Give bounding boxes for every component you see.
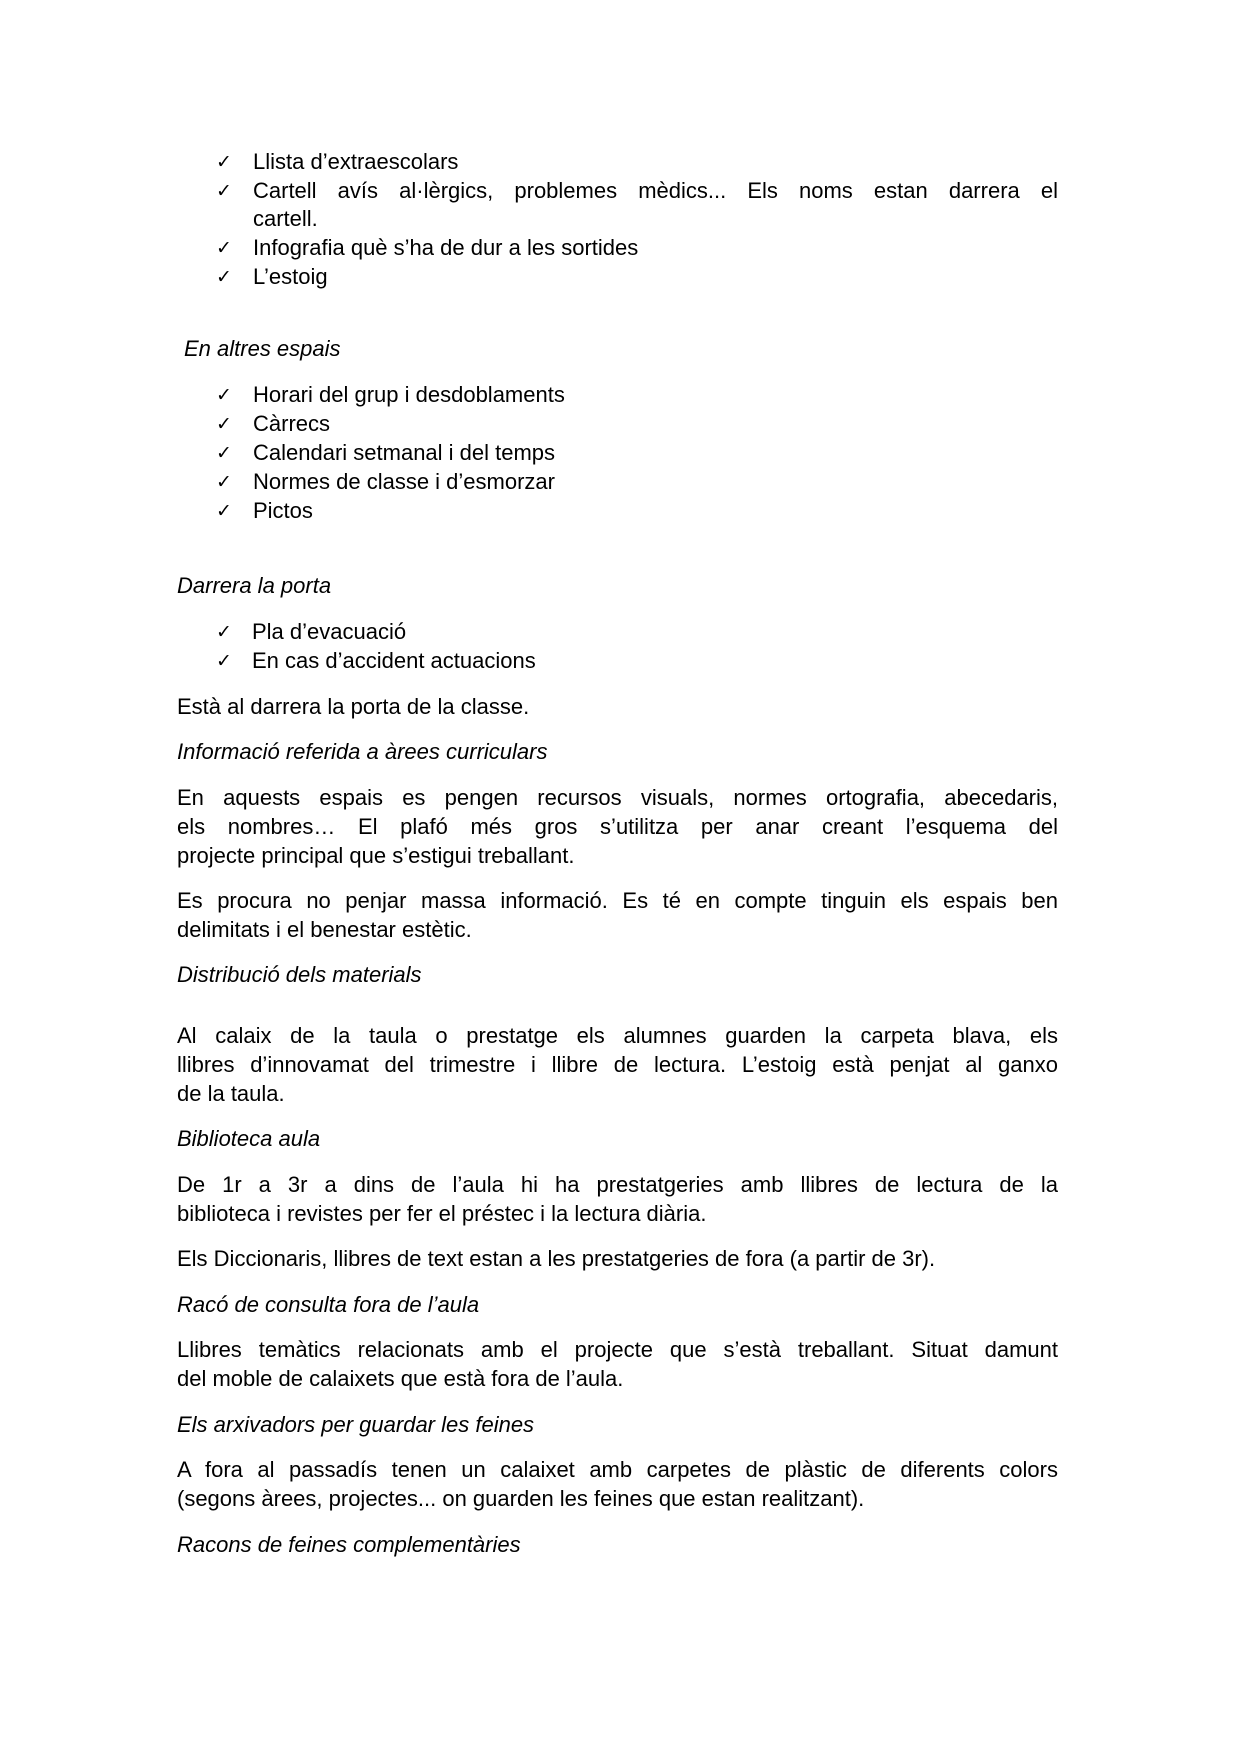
- checkmark-icon: ✓: [216, 442, 232, 464]
- list-item: Llista d’extraescolars: [253, 149, 459, 174]
- section-heading: Racó de consulta fora de l’aula: [177, 1292, 480, 1317]
- section-heading: Distribució dels materials: [177, 962, 422, 987]
- paragraph-line: de la taula.: [177, 1081, 285, 1106]
- list-item: Cartell avís al·lèrgics, problemes mèdics... Els noms estan darrera el: [253, 178, 1058, 203]
- paragraph-line: De 1r a 3r a dins de l’aula hi ha prestatgeries amb llibres de lectura de la: [177, 1172, 1058, 1197]
- list-item-continuation: cartell.: [253, 206, 318, 231]
- list-item: Normes de classe i d’esmorzar: [253, 469, 555, 494]
- list-item: Pictos: [253, 498, 313, 523]
- paragraph-line: Es procura no penjar massa informació. Es té en compte tinguin els espais ben: [177, 888, 1058, 913]
- list-item: Horari del grup i desdoblaments: [253, 382, 565, 407]
- checkmark-icon: ✓: [216, 413, 232, 435]
- paragraph: Els Diccionaris, llibres de text estan a les prestatgeries de fora (a partir de 3r).: [177, 1246, 936, 1271]
- checkmark-icon: ✓: [216, 151, 232, 173]
- paragraph-line: llibres d’innovamat del trimestre i llibre de lectura. L’estoig està penjat al ganxo: [177, 1052, 1058, 1077]
- list-item: Infografia què s’ha de dur a les sortides: [253, 235, 639, 260]
- section-heading: Els arxivadors per guardar les feines: [177, 1412, 535, 1437]
- paragraph-line: (segons àrees, projectes... on guarden les feines que estan realitzant).: [177, 1486, 865, 1511]
- list-item: Pla d’evacuació: [252, 619, 407, 644]
- list-item: En cas d’accident actuacions: [252, 648, 536, 673]
- section-heading: Racons de feines complementàries: [177, 1532, 521, 1557]
- checkmark-icon: ✓: [216, 500, 232, 522]
- checkmark-icon: ✓: [216, 384, 232, 406]
- paragraph-line: Al calaix de la taula o prestatge els alumnes guarden la carpeta blava, els: [177, 1023, 1058, 1048]
- paragraph-line: biblioteca i revistes per fer el préstec i la lectura diària.: [177, 1201, 707, 1226]
- paragraph-line: del moble de calaixets que està fora de l’aula.: [177, 1366, 624, 1391]
- paragraph-line: A fora al passadís tenen un calaixet amb carpetes de plàstic de diferents colors: [177, 1457, 1058, 1482]
- list-item: L’estoig: [253, 264, 328, 289]
- paragraph-line: projecte principal que s’estigui treballant.: [177, 843, 575, 868]
- checkmark-icon: ✓: [216, 650, 232, 672]
- section-heading: Biblioteca aula: [177, 1126, 321, 1151]
- checkmark-icon: ✓: [216, 266, 232, 288]
- section-heading: Darrera la porta: [177, 573, 332, 598]
- checkmark-icon: ✓: [216, 471, 232, 493]
- list-item: Calendari setmanal i del temps: [253, 440, 556, 465]
- list-item: Càrrecs: [253, 411, 331, 436]
- checkmark-icon: ✓: [216, 180, 232, 202]
- paragraph-line: En aquests espais es pengen recursos visuals, normes ortografia, abecedaris,: [177, 785, 1058, 810]
- paragraph-line: Llibres temàtics relacionats amb el projecte que s’està treballant. Situat damunt: [177, 1337, 1058, 1362]
- checkmark-icon: ✓: [216, 621, 232, 643]
- paragraph: Està al darrera la porta de la classe.: [177, 694, 530, 719]
- paragraph-line: els nombres… El plafó més gros s’utilitza per anar creant l’esquema del: [177, 814, 1058, 839]
- checkmark-icon: ✓: [216, 237, 232, 259]
- section-heading: Informació referida a àrees curriculars: [177, 739, 548, 764]
- paragraph-line: delimitats i el benestar estètic.: [177, 917, 472, 942]
- section-heading: En altres espais: [184, 336, 341, 361]
